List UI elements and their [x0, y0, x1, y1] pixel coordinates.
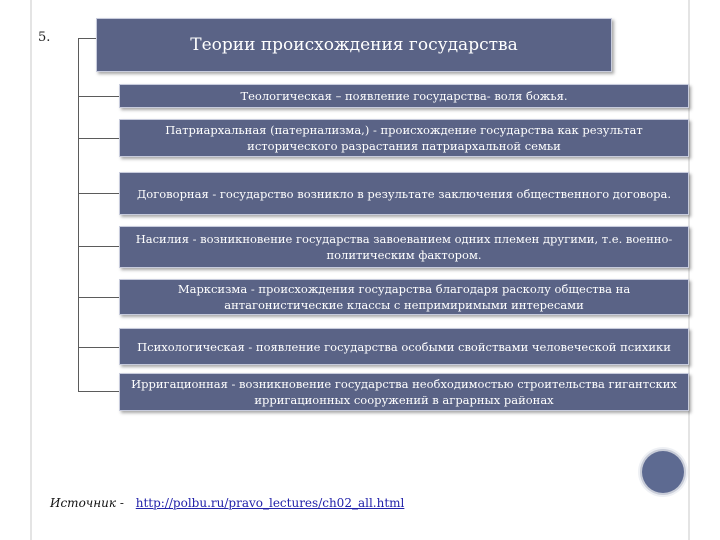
theory-text: Теологическая – появление государства- воля божья.: [240, 89, 568, 103]
theory-box-patriarchal: [119, 119, 689, 157]
connector-item-7: [78, 391, 119, 392]
theory-box-marxism: [119, 279, 689, 315]
theory-text: Патриархальная (патернализма,) - происхождение государства как результат исторического разрастания патриархальной семьи: [165, 123, 643, 153]
source-line: [50, 496, 404, 510]
connector-root-horizontal: [78, 38, 96, 39]
source-link[interactable]: http://polbu.ru/pravo_lectures/ch02_all.html: [135, 496, 405, 510]
connector-item-5: [78, 297, 119, 298]
connector-item-1: [78, 96, 119, 97]
slide-frame: [30, 0, 690, 540]
theory-box-violence: [119, 226, 689, 268]
theory-text: Психологическая - появление государства особыми свойствами человеческой психики: [137, 339, 671, 354]
theory-box-irrigation: [119, 373, 689, 411]
theory-text: Марксизма - происхождения государства благодаря расколу общества на антагонистические классы с непримиримыми интересами: [177, 282, 631, 312]
slide-number: 5.: [38, 30, 51, 45]
theory-text: Ирригационная - возникновение государства необходимостью строительства гигантских ирригационных сооружений в аграрных районах: [131, 377, 677, 407]
connector-item-6: [78, 347, 119, 348]
connector-item-3: [78, 193, 119, 194]
connector-trunk: [78, 38, 79, 391]
diagram-title-box: [96, 18, 612, 72]
diagram-title: Теории происхождения государства: [190, 35, 518, 55]
theory-text: Договорная - государство возникло в результате заключения общественного договора.: [136, 186, 672, 201]
source-label: Источник -: [50, 496, 124, 510]
connector-item-4: [78, 246, 119, 247]
theory-box-psychological: [119, 328, 689, 365]
decorative-circle-icon: [642, 451, 684, 493]
connector-item-2: [78, 138, 119, 139]
theory-box-theological: [119, 84, 689, 108]
theory-text: Насилия - возникновение государства завоеванием одних племен другими, т.е. военно-политическим фактором.: [135, 232, 673, 262]
theory-box-contract: [119, 172, 689, 215]
